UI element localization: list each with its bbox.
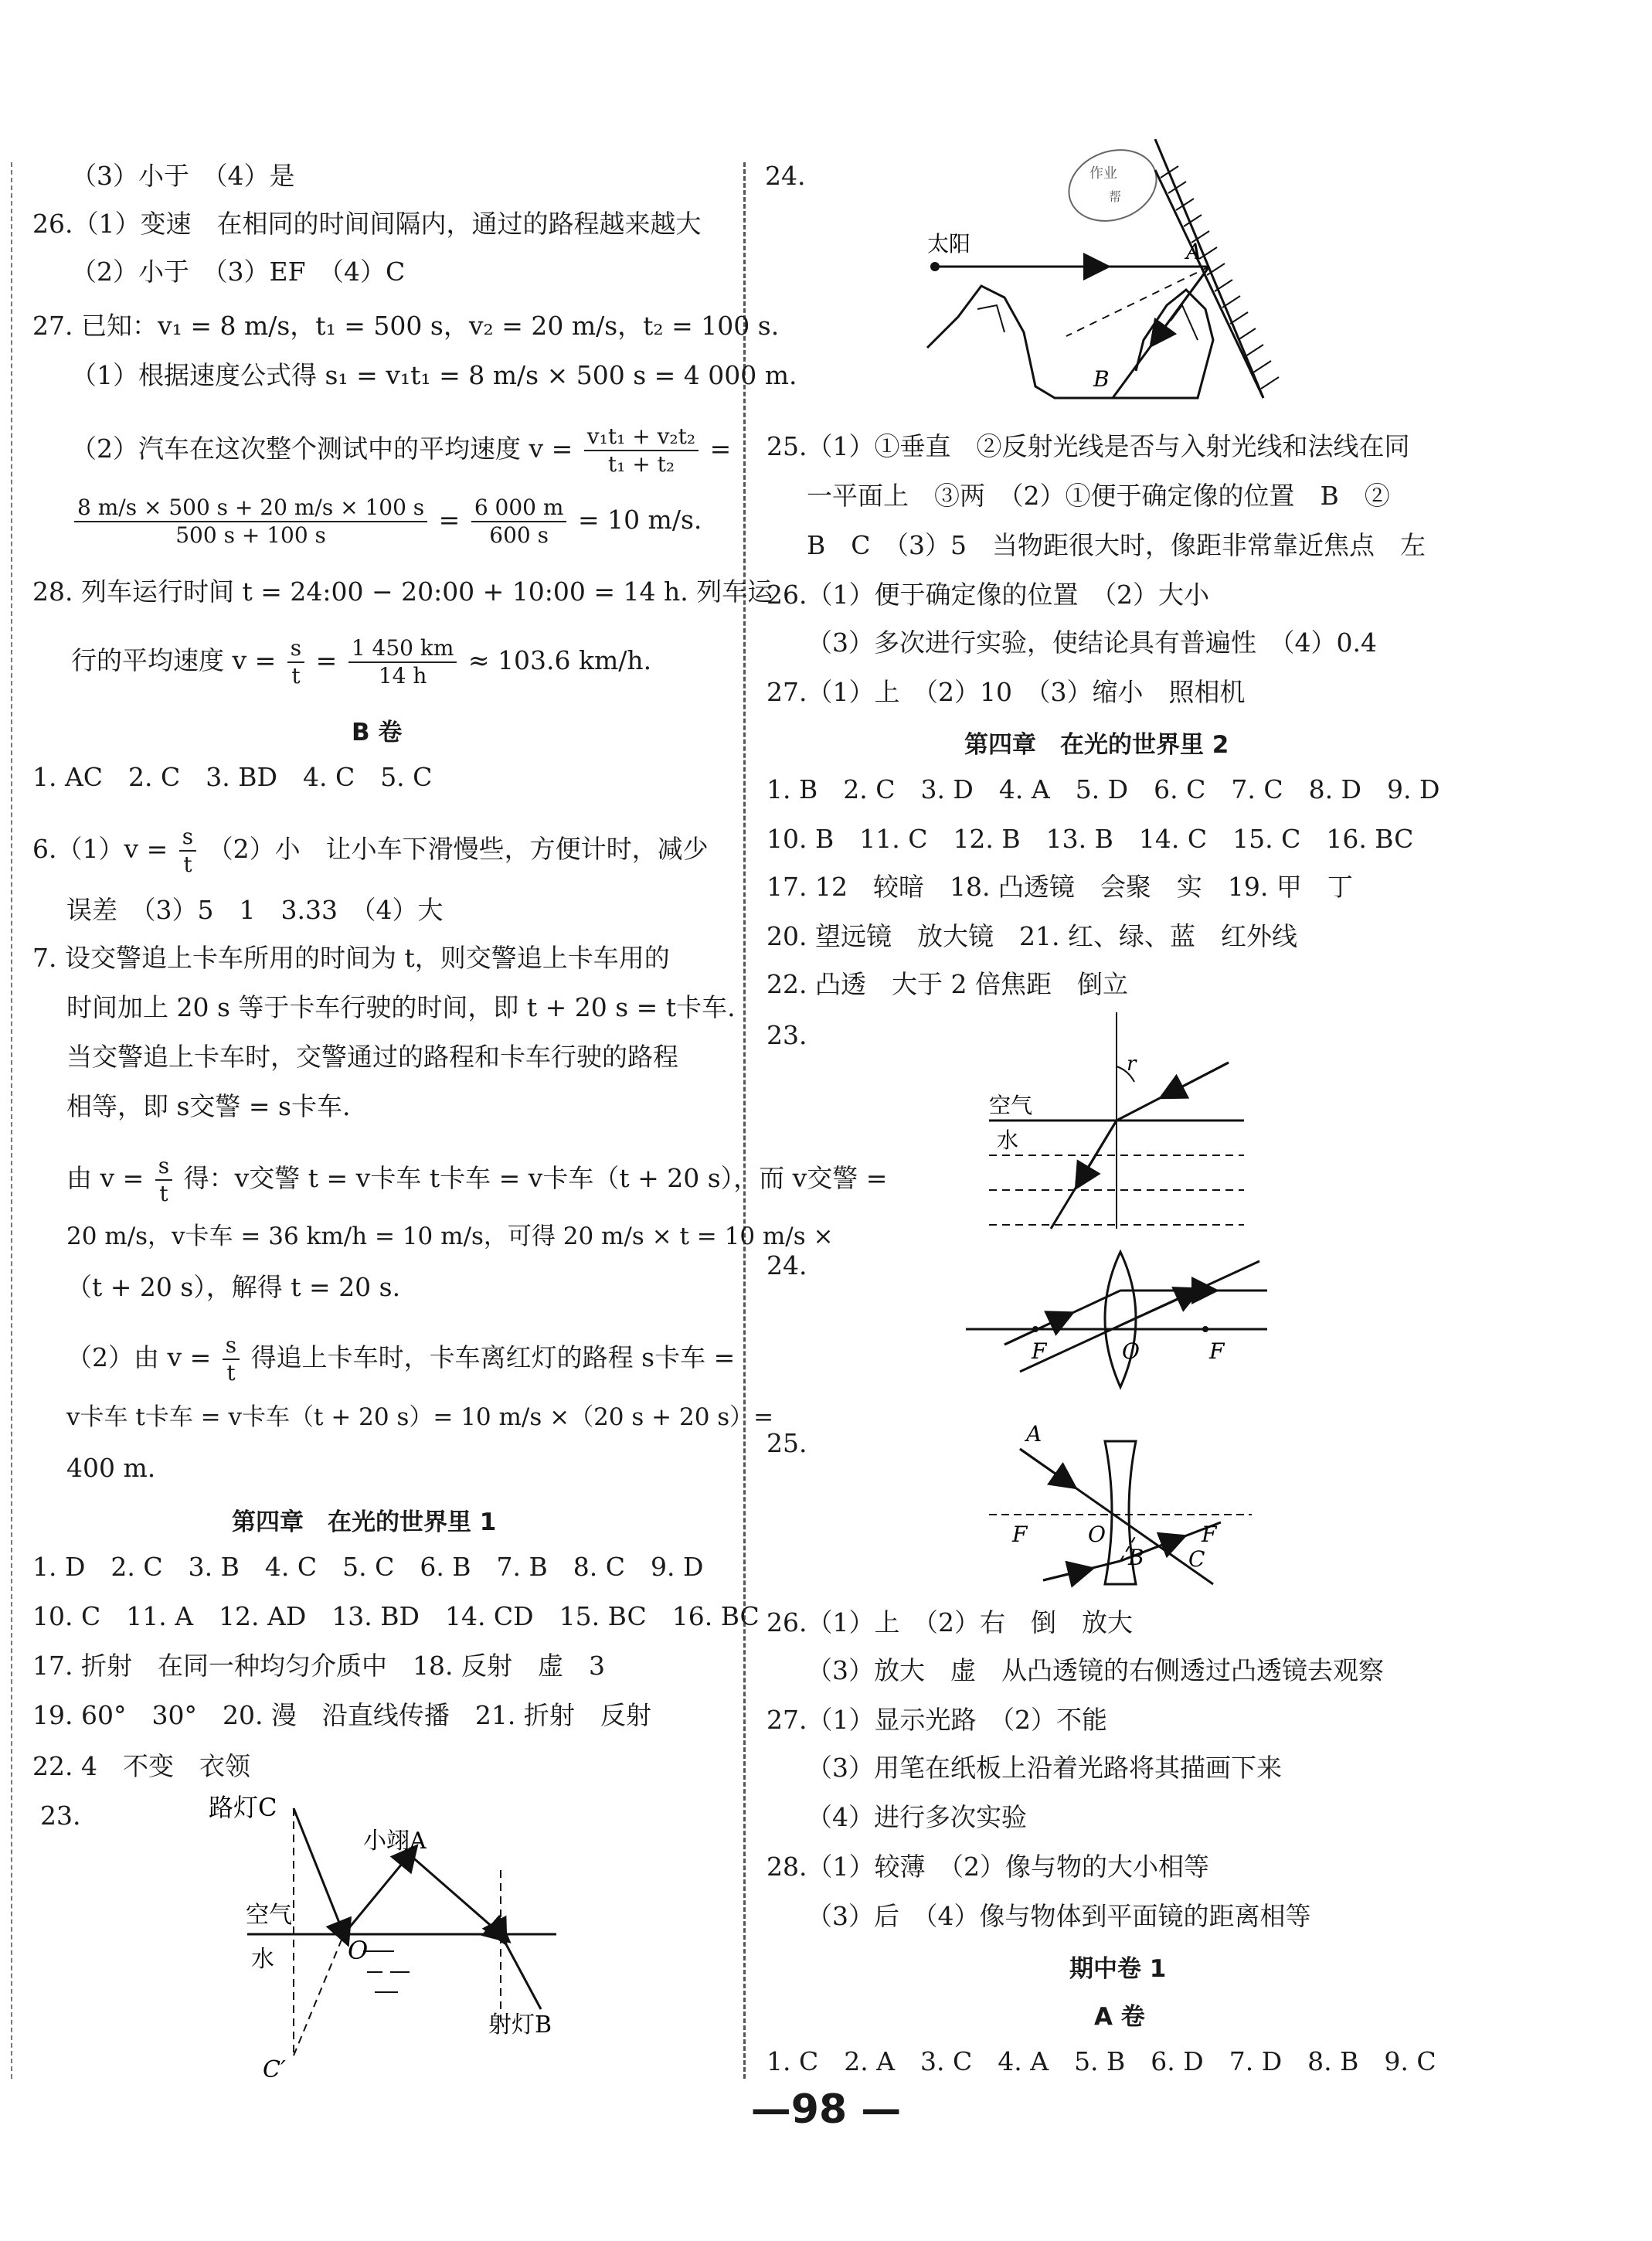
- answer-line: 400 m.: [66, 1453, 156, 1483]
- answer-line: 23.: [767, 1020, 807, 1050]
- answer-line: 25.（1）①垂直 ②反射光线是否与入射光线和法线在同: [767, 431, 1410, 461]
- fraction: [179, 824, 196, 878]
- answer-line: 20. 望远镜 放大镜 21. 红、绿、蓝 红外线: [767, 921, 1297, 951]
- fraction: [155, 1153, 172, 1207]
- text: 由 v =: [66, 1163, 144, 1193]
- answer-line: 26.（1）便于确定像的位置 （2）大小: [767, 580, 1209, 610]
- text: （2）由 v =: [66, 1342, 212, 1372]
- answer-line: 22. 4 不变 衣领: [32, 1751, 250, 1781]
- denominator: t₁ + t₂: [607, 451, 675, 477]
- label: A: [1026, 1421, 1042, 1447]
- answer-line: 27.（1）显示光路 （2）不能: [767, 1705, 1107, 1735]
- fraction: [287, 635, 304, 689]
- label: 空气: [246, 1902, 292, 1929]
- left-margin-line: [11, 162, 12, 2079]
- fraction: [348, 635, 457, 689]
- text: ≈ 103.6 km/h.: [467, 645, 652, 675]
- text: 行的平均速度 v =: [71, 645, 277, 675]
- label: F: [1032, 1338, 1047, 1364]
- answer-line: 误差 （3）5 1 3.33 （4）大: [66, 895, 444, 925]
- column-divider: [743, 162, 746, 2079]
- answer-line: 1. B 2. C 3. D 4. A 5. D 6. C 7. C 8. D 9. D: [767, 774, 1440, 804]
- label: C: [1188, 1546, 1205, 1572]
- stamp-text: 作业: [1089, 165, 1117, 182]
- numerator: v₁t₁ + v₂t₂: [584, 423, 699, 451]
- text: 得：v交警 t = v卡车 t卡车 = v卡车（t + 20 s），而 v交警 =: [183, 1163, 888, 1193]
- answer-line: （2）小于 （3）EF （4）C: [71, 257, 406, 287]
- answer-line: 10. B 11. C 12. B 13. B 14. C 15. C 16. BC: [767, 824, 1414, 854]
- numerator: s: [179, 824, 196, 852]
- numerator: 6 000 m: [471, 495, 567, 522]
- label: O: [1122, 1338, 1140, 1364]
- label: F: [1012, 1522, 1028, 1547]
- section-title: 期中卷 1: [1069, 1955, 1167, 1983]
- denominator: 500 s + 100 s: [175, 522, 326, 548]
- answer-line: 10. C 11. A 12. AD 13. BD 14. CD 15. BC 16. BC: [32, 1601, 760, 1631]
- answer-line: v卡车 t卡车 = v卡车（t + 20 s）= 10 m/s ×（20 s + 20 s）=: [66, 1403, 774, 1431]
- label: 太阳: [927, 231, 971, 257]
- answer-line: （3）小于 （4）是: [71, 161, 295, 191]
- answer-line: 当交警追上卡车时，交警通过的路程和卡车行驶的路程: [66, 1042, 678, 1072]
- numerator: 8 m/s × 500 s + 20 m/s × 100 s: [74, 495, 427, 522]
- answer-line: （3）用笔在纸板上沿着光路将其描画下来: [807, 1753, 1282, 1783]
- fraction: [74, 495, 427, 549]
- denominator: 14 h: [378, 663, 427, 689]
- answer-line: 19. 60° 30° 20. 漫 沿直线传播 21. 折射 反射: [32, 1700, 651, 1730]
- answer-line: [66, 1153, 887, 1207]
- answer-line: 1. C 2. A 3. C 4. A 5. B 6. D 7. D 8. B 9. C: [767, 2046, 1436, 2076]
- section-title: 第四章 在光的世界里 1: [232, 1508, 497, 1536]
- answer-line: 28.（1）较薄 （2）像与物的大小相等: [767, 1852, 1209, 1882]
- label: r: [1127, 1052, 1137, 1076]
- denominator: t: [159, 1181, 168, 1206]
- figure-sun-mirror: [912, 139, 1329, 406]
- label: O: [348, 1936, 369, 1965]
- answer-line: [71, 495, 702, 549]
- numerator: s: [223, 1332, 240, 1360]
- fraction: [223, 1332, 240, 1386]
- answer-line: [71, 635, 651, 689]
- answer-line: 17. 12 较暗 18. 凸透镜 会聚 实 19. 甲 丁: [767, 872, 1353, 902]
- answer-line: B C （3）5 当物距很大时，像距非常靠近焦点 左: [807, 530, 1426, 560]
- text: =: [709, 434, 732, 464]
- answer-line: 24.: [767, 1250, 807, 1280]
- numerator: 1 450 km: [348, 635, 457, 663]
- answer-line: 7. 设交警追上卡车所用的时间为 t，则交警追上卡车用的: [32, 943, 670, 973]
- answer-line: （t + 20 s），解得 t = 20 s.: [66, 1272, 401, 1302]
- answer-line: 26.（1）变速 在相同的时间间隔内，通过的路程越来越大: [32, 209, 702, 239]
- answer-line: 20 m/s，v卡车 = 36 km/h = 10 m/s，可得 20 m/s × t = 10 m/s ×: [66, 1223, 834, 1250]
- page-number: —98 —: [750, 2086, 902, 2133]
- section-title: A 卷: [1094, 2003, 1145, 2031]
- fraction: [471, 495, 567, 549]
- denominator: 600 s: [489, 522, 549, 548]
- label: C′: [263, 2056, 286, 2083]
- answer-line: 一平面上 ③两 （2）①便于确定像的位置 B ②: [807, 481, 1390, 511]
- label: 射灯B: [488, 2011, 552, 2039]
- answer-line: 27.（1）上 （2）10 （3）缩小 照相机: [767, 677, 1246, 707]
- answer-line: 时间加上 20 s 等于卡车行驶的时间，即 t + 20 s = t卡车.: [66, 992, 736, 1022]
- answer-line: （3）多次进行实验，使结论具有普遍性 （4）0.4: [807, 627, 1377, 658]
- label: 水: [997, 1127, 1019, 1153]
- answer-line: 26.（1）上 （2）右 倒 放大: [767, 1607, 1133, 1637]
- text: =: [315, 645, 338, 675]
- answer-line: [66, 1332, 735, 1386]
- label: O: [1088, 1522, 1106, 1547]
- stamp-text: 帮: [1109, 189, 1122, 204]
- answer-line: （4）进行多次实验: [807, 1802, 1027, 1832]
- text: 6.（1）v =: [32, 834, 168, 864]
- figure-reflection-refraction: [201, 1793, 572, 2086]
- label: 小翊A: [363, 1828, 427, 1855]
- label: 路灯C: [209, 1793, 277, 1822]
- answer-line: 22. 凸透 大于 2 倍焦距 倒立: [767, 969, 1128, 999]
- figure-convex-lens: [958, 1244, 1283, 1391]
- numerator: s: [155, 1153, 172, 1181]
- denominator: t: [291, 663, 301, 689]
- label: B: [1128, 1545, 1144, 1570]
- answer-line: 27. 已知：v₁ = 8 m/s，t₁ = 500 s，v₂ = 20 m/s，t₂ = 100 s.: [32, 311, 780, 341]
- answer-line: （1）根据速度公式得 s₁ = v₁t₁ = 8 m/s × 500 s = 4 000 m.: [71, 360, 797, 390]
- section-title: 第四章 在光的世界里 2: [964, 731, 1229, 759]
- text: （2）汽车在这次整个测试中的平均速度 v =: [71, 434, 573, 464]
- stamp-icon: [1059, 139, 1166, 233]
- numerator: s: [287, 635, 304, 663]
- answer-line: 1. AC 2. C 3. BD 4. C 5. C: [32, 762, 433, 792]
- figure-concave-lens: [981, 1418, 1259, 1592]
- text: = 10 m/s.: [577, 505, 702, 535]
- answer-line: （3）放大 虚 从凸透镜的右侧透过凸透镜去观察: [807, 1655, 1384, 1685]
- answer-line: 17. 折射 在同一种均匀介质中 18. 反射 虚 3: [32, 1651, 605, 1681]
- answer-line: （3）后 （4）像与物体到平面镜的距离相等: [807, 1901, 1311, 1931]
- answer-line: 23.: [40, 1801, 81, 1831]
- label: B: [1093, 366, 1110, 392]
- answer-line: 24.: [765, 161, 806, 191]
- text: （2）小 让小车下滑慢些，方便计时，减少: [207, 834, 709, 864]
- text: 得追上卡车时，卡车离红灯的路程 s卡车 =: [250, 1342, 736, 1372]
- denominator: t: [226, 1360, 236, 1386]
- answer-line: 1. D 2. C 3. B 4. C 5. C 6. B 7. B 8. C 9. D: [32, 1552, 704, 1582]
- fraction: [584, 423, 699, 478]
- answer-line: 相等，即 s交警 = s卡车.: [66, 1091, 351, 1121]
- label: 空气: [989, 1093, 1033, 1118]
- label: 水: [251, 1946, 274, 1973]
- answer-line: [71, 423, 731, 478]
- text: =: [438, 505, 461, 535]
- answer-line: [32, 824, 709, 878]
- label: A: [1186, 239, 1202, 264]
- figure-refraction: [974, 1005, 1267, 1236]
- label: F: [1209, 1338, 1225, 1364]
- answer-line: 28. 列车运行时间 t = 24:00 − 20:00 + 10:00 = 14 h. 列车运: [32, 576, 773, 607]
- section-title: B 卷: [352, 719, 403, 746]
- denominator: t: [183, 852, 192, 877]
- answer-line: 25.: [767, 1428, 807, 1458]
- label: F: [1202, 1522, 1217, 1547]
